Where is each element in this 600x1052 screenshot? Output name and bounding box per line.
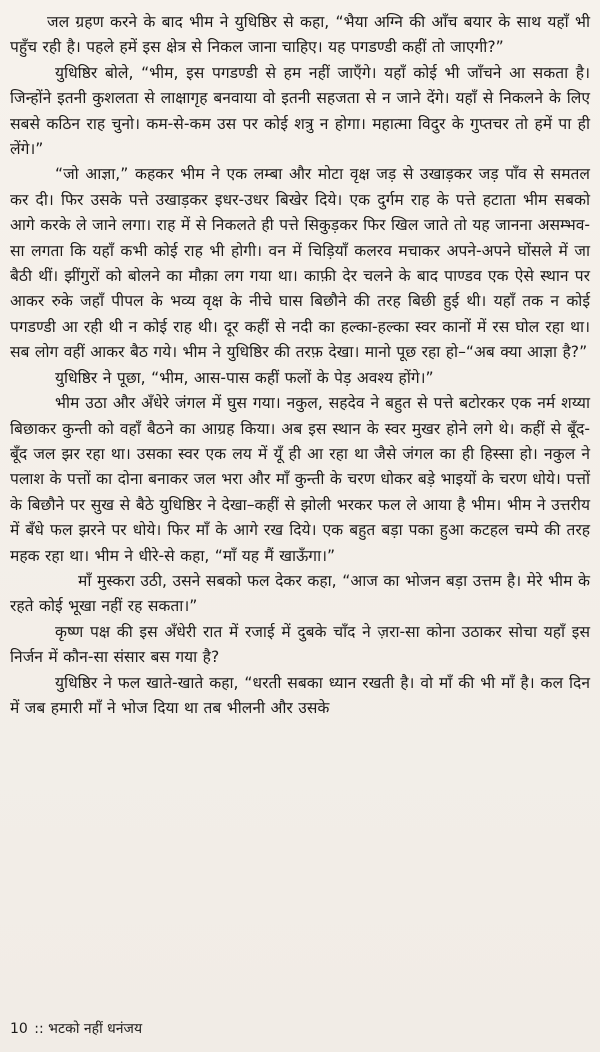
paragraph-7: कृष्ण पक्ष की इस अँधेरी रात में रजाई में दुबके चाँद ने ज़रा-सा कोना उठाकर सोचा यहाँ इस निर्जन में कौन-सा संसार बस गया है? xyxy=(10,622,590,667)
paragraph-5: भीम उठा और अँधेरे जंगल में घुस गया। नकुल, सहदेव ने बहुत से पत्ते बटोरकर एक नर्म शय्या बिछाकर कुन्ती को वहाँ बैठने का आग्रह किया। अब इस स्थान के स्वर मुखर होने लगे थे। कहीं से बूँद-बूँद जल झर रहा था। उसका स्वर एक लय में यूँ ही आ रहा था जैसे जंगल का ही हिस्सा हो। नकुल ने पलाश के पत्तों का दोना बनाकर जल भरा और माँ कुन्ती के चरण धोकर बड़े भाइयों के चरण धोये। पत्तों के बिछौने पर सुख से बैठे युधिष्ठिर ने देखा–कहीं से झोली भरकर फल ले आया है भीम। भीम ने उत्तरीय में बँधे फल झरने पर धोये। फिर माँ के आगे रख दिये। एक बहुत बड़ा पका हुआ कटहल चम्पे की तरह महक रहा था। भीम ने धीरे-से कहा, “माँ यह मैं खाऊँगा।” xyxy=(10,394,590,565)
paragraph-3: “जो आज्ञा,” कहकर भीम ने एक लम्बा और मोटा वृक्ष जड़ से उखाड़कर जड़ पाँव से समतल कर दी। फिर उसके पत्ते उखाड़कर इधर-उधर बिखेर दिये। एक दुर्गम राह के पत्ते हटाता भीम सबको आगे करके ले जाने लगा। राह में से निकलते ही पत्ते सिकुड़कर फिर खिल जाते तो यह जानना असम्भव-सा लगता कि यहाँ कभी कोई राह भी होगी। वन में चिड़ियाँ कलरव मचाकर अपने-अपने घोंसले में जा बैठी थीं। झींगुरों को बोलने का मौक़ा लग गया था। काफ़ी देर चलने के बाद पाण्डव एक ऐसे स्थान पर आकर रुके जहाँ पीपल के भव्य वृक्ष के नीचे घास बिछौने की तरह बिछी हुई थी। यहाँ तक न कोई पगडण्डी आ रही थी न कोई राह थी। दूर कहीं से नदी का हल्का-हल्का स्वर कानों में रस घोल रहा था। सब लोग वहीं आकर बैठ गये। भीम ने युधिष्ठिर की तरफ़ देखा। मानो पूछ रहा हो–“अब क्या आज्ञा है?” xyxy=(10,165,590,362)
page-body xyxy=(10,10,590,721)
page-number: 10 xyxy=(10,1021,28,1037)
footer-separator: :: xyxy=(34,1021,44,1037)
paragraph-8: युधिष्ठिर ने फल खाते-खाते कहा, “धरती सबका ध्यान रखती है। वो माँ की भी माँ है। कल दिन में जब हमारी माँ ने भोज दिया था तब भीलनी और उसके xyxy=(10,673,590,717)
paragraph-1: जल ग्रहण करने के बाद भीम ने युधिष्ठिर से कहा, “भैया अग्नि की आँच बयार के साथ यहाँ भी पहुँच रही है। पहले हमें इस क्षेत्र से निकल जाना चाहिए। यह पगडण्डी कहीं तो जाएगी?” xyxy=(10,13,590,57)
paragraph-6: माँ मुस्करा उठी, उसने सबको फल देकर कहा, “आज का भोजन बड़ा उत्तम है। मेरे भीम के रहते कोई भूखा नहीं रह सकता।” xyxy=(10,571,590,616)
page-footer xyxy=(10,1020,142,1038)
book-title: भटको नहीं धनंजय xyxy=(48,1021,143,1037)
paragraph-4: युधिष्ठिर ने पूछा, “भीम, आस-पास कहीं फलों के पेड़ अवश्य होंगे।” xyxy=(55,368,434,387)
paragraph-2: युधिष्ठिर बोले, “भीम, इस पगडण्डी से हम नहीं जाएँगे। यहाँ कोई भी जाँचने आ सकता है। जिन्होंने इतनी कुशलता से लाक्षागृह बनवाया वो इतनी सहजता से न जाने देंगे। यहाँ से निकलने के लिए सबसे कठिन राह चुनो। कम-से-कम उस पर कोई शत्रु न होगा। महात्मा विदुर के गुप्तचर तो हमें पा ही लेंगे।” xyxy=(10,63,590,159)
